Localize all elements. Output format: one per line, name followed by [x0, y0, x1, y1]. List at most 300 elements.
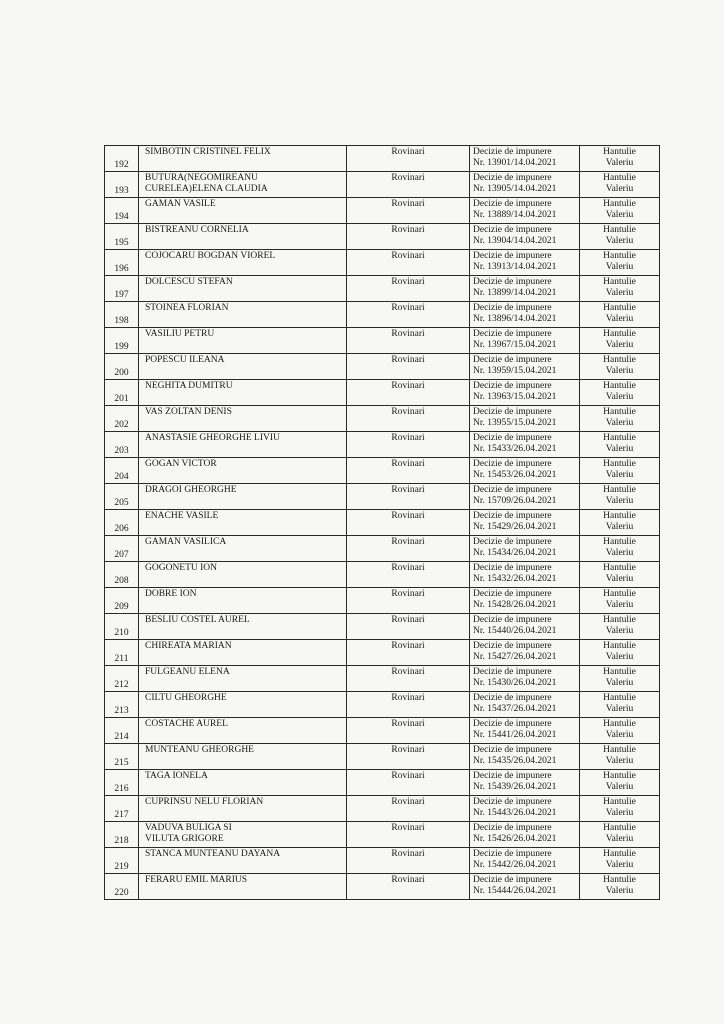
decision-cell — [470, 406, 580, 432]
responsible-name-line: Valeriu — [605, 729, 634, 740]
decision-number: Nr. 15453/26.04.2021 — [473, 469, 557, 480]
location-cell — [347, 692, 470, 718]
location-text: Rovinari — [391, 511, 425, 521]
responsible-name-line: Hantulie — [603, 693, 636, 703]
decision-number: Nr. 13901/14.04.2021 — [473, 157, 557, 168]
decision-title: Decizie de impunere — [473, 433, 552, 443]
table-row — [105, 874, 660, 900]
responsible-cell — [580, 536, 660, 562]
responsible-name-line: Hantulie — [603, 615, 636, 625]
responsible-name-line: Hantulie — [603, 823, 636, 833]
table-row — [105, 484, 660, 510]
table-row — [105, 718, 660, 744]
name-cell — [139, 770, 347, 796]
name-cell — [139, 692, 347, 718]
decision-title: Decizie de impunere — [473, 199, 552, 209]
name-cell — [139, 614, 347, 640]
decision-title: Decizie de impunere — [473, 381, 552, 391]
table-row — [105, 302, 660, 328]
decision-cell — [470, 198, 580, 224]
location-text: Rovinari — [391, 563, 425, 573]
decision-cell — [470, 276, 580, 302]
decision-cell — [470, 718, 580, 744]
table-row — [105, 770, 660, 796]
person-name-line: STANCA MUNTEANU DAYANA — [145, 849, 281, 859]
table-row — [105, 328, 660, 354]
responsible-name-line: Hantulie — [603, 173, 636, 183]
name-cell — [139, 822, 347, 848]
decision-number: Nr. 13896/14.04.2021 — [473, 313, 557, 324]
row-number-cell — [105, 406, 139, 432]
row-number: 210 — [114, 627, 129, 638]
name-cell — [139, 640, 347, 666]
responsible-cell — [580, 874, 660, 900]
table-row — [105, 432, 660, 458]
row-number-cell — [105, 666, 139, 692]
responsible-name-line: Valeriu — [605, 157, 634, 168]
decision-number: Nr. 15439/26.04.2021 — [473, 781, 557, 792]
responsible-name-line: Hantulie — [603, 433, 636, 443]
row-number: 202 — [114, 419, 129, 430]
row-number: 200 — [114, 367, 129, 378]
responsible-name-line: Hantulie — [603, 589, 636, 599]
responsible-name-line: Valeriu — [605, 625, 634, 636]
responsible-name-line: Valeriu — [605, 599, 634, 610]
decision-number: Nr. 15433/26.04.2021 — [473, 443, 557, 454]
location-text: Rovinari — [391, 693, 425, 703]
person-name-line: ENACHE VASILE — [145, 511, 219, 521]
row-number-cell — [105, 692, 139, 718]
name-cell — [139, 588, 347, 614]
location-text: Rovinari — [391, 173, 425, 183]
responsible-name-line: Hantulie — [603, 849, 636, 859]
row-number-cell — [105, 562, 139, 588]
location-text: Rovinari — [391, 849, 425, 859]
decision-number: Nr. 15428/26.04.2021 — [473, 599, 557, 610]
responsible-cell — [580, 614, 660, 640]
location-cell — [347, 796, 470, 822]
row-number: 211 — [114, 653, 129, 664]
decision-number: Nr. 15435/26.04.2021 — [473, 755, 557, 766]
person-name-line: VAS ZOLTAN DENIS — [145, 407, 232, 417]
location-cell — [347, 380, 470, 406]
row-number-cell — [105, 172, 139, 198]
name-cell — [139, 250, 347, 276]
location-text: Rovinari — [391, 355, 425, 365]
responsible-name-line: Valeriu — [605, 703, 634, 714]
responsible-cell — [580, 666, 660, 692]
row-number: 217 — [114, 809, 129, 820]
person-name-line: VADUVA BULIGA SI — [145, 823, 232, 833]
name-cell — [139, 276, 347, 302]
responsible-name-line: Valeriu — [605, 781, 634, 792]
location-text: Rovinari — [391, 719, 425, 729]
decision-cell — [470, 328, 580, 354]
person-name-line: GOGONETU ION — [145, 563, 218, 573]
row-number: 196 — [114, 263, 129, 274]
decision-title: Decizie de impunere — [473, 589, 552, 599]
location-text: Rovinari — [391, 615, 425, 625]
person-name-line: BUTURA(NEGOMIREANU — [145, 173, 258, 183]
person-name-line: GOGAN VICTOR — [145, 459, 217, 469]
person-name-line: DOLCESCU STEFAN — [145, 277, 233, 287]
name-cell — [139, 536, 347, 562]
row-number: 195 — [114, 237, 129, 248]
decision-number: Nr. 15444/26.04.2021 — [473, 885, 557, 896]
person-name-line: VILUTA GRIGORE — [145, 833, 224, 844]
responsible-cell — [580, 380, 660, 406]
row-number-cell — [105, 302, 139, 328]
row-number-cell — [105, 640, 139, 666]
location-cell — [347, 588, 470, 614]
table-row — [105, 588, 660, 614]
row-number-cell — [105, 458, 139, 484]
name-cell — [139, 874, 347, 900]
responsible-cell — [580, 484, 660, 510]
name-cell — [139, 666, 347, 692]
decision-number: Nr. 15432/26.04.2021 — [473, 573, 557, 584]
row-number-cell — [105, 770, 139, 796]
location-cell — [347, 172, 470, 198]
decision-number: Nr. 13967/15.04.2021 — [473, 339, 557, 350]
table-row — [105, 380, 660, 406]
responsible-name-line: Hantulie — [603, 277, 636, 287]
responsible-name-line: Valeriu — [605, 469, 634, 480]
row-number-cell — [105, 536, 139, 562]
row-number-cell — [105, 224, 139, 250]
responsible-name-line: Valeriu — [605, 885, 634, 896]
row-number: 209 — [114, 601, 129, 612]
responsible-cell — [580, 640, 660, 666]
responsible-name-line: Hantulie — [603, 875, 636, 885]
row-number: 198 — [114, 315, 129, 326]
responsible-name-line: Valeriu — [605, 833, 634, 844]
decision-title: Decizie de impunere — [473, 693, 552, 703]
row-number-cell — [105, 380, 139, 406]
location-text: Rovinari — [391, 875, 425, 885]
responsible-cell — [580, 588, 660, 614]
decision-title: Decizie de impunere — [473, 485, 552, 495]
responsible-name-line: Hantulie — [603, 329, 636, 339]
decision-title: Decizie de impunere — [473, 563, 552, 573]
responsible-cell — [580, 172, 660, 198]
location-cell — [347, 536, 470, 562]
table-row — [105, 172, 660, 198]
decision-cell — [470, 614, 580, 640]
row-number: 205 — [114, 497, 129, 508]
location-text: Rovinari — [391, 433, 425, 443]
decision-cell — [470, 562, 580, 588]
row-number-cell — [105, 328, 139, 354]
decision-title: Decizie de impunere — [473, 147, 552, 157]
responsible-name-line: Hantulie — [603, 381, 636, 391]
name-cell — [139, 744, 347, 770]
name-cell — [139, 510, 347, 536]
location-cell — [347, 146, 470, 172]
decision-number: Nr. 15709/26.04.2021 — [473, 495, 557, 506]
decision-cell — [470, 692, 580, 718]
responsible-name-line: Valeriu — [605, 859, 634, 870]
decision-number: Nr. 15434/26.04.2021 — [473, 547, 557, 558]
responsible-cell — [580, 822, 660, 848]
responsible-name-line: Hantulie — [603, 797, 636, 807]
row-number-cell — [105, 198, 139, 224]
responsible-name-line: Hantulie — [603, 719, 636, 729]
row-number: 193 — [114, 185, 129, 196]
row-number-cell — [105, 146, 139, 172]
name-cell — [139, 562, 347, 588]
table-row — [105, 562, 660, 588]
table-row — [105, 848, 660, 874]
location-text: Rovinari — [391, 589, 425, 599]
responsible-name-line: Hantulie — [603, 407, 636, 417]
decision-title: Decizie de impunere — [473, 277, 552, 287]
location-text: Rovinari — [391, 823, 425, 833]
person-name-line: GAMAN VASILE — [145, 199, 216, 209]
name-cell — [139, 380, 347, 406]
responsible-name-line: Valeriu — [605, 339, 634, 350]
name-cell — [139, 458, 347, 484]
decision-cell — [470, 536, 580, 562]
name-cell — [139, 432, 347, 458]
row-number: 207 — [114, 549, 129, 560]
location-cell — [347, 562, 470, 588]
location-text: Rovinari — [391, 329, 425, 339]
decision-cell — [470, 666, 580, 692]
table-body — [105, 146, 660, 900]
responsible-name-line: Hantulie — [603, 485, 636, 495]
table-row — [105, 796, 660, 822]
row-number-cell — [105, 510, 139, 536]
person-name-line: VASILIU PETRU — [145, 329, 215, 339]
location-cell — [347, 640, 470, 666]
name-cell — [139, 354, 347, 380]
location-text: Rovinari — [391, 303, 425, 313]
decision-title: Decizie de impunere — [473, 407, 552, 417]
responsible-cell — [580, 198, 660, 224]
decision-number: Nr. 13889/14.04.2021 — [473, 209, 557, 220]
name-cell — [139, 718, 347, 744]
person-name-line: ANASTASIE GHEORGHE LIVIU — [145, 433, 280, 443]
responsible-name-line: Hantulie — [603, 355, 636, 365]
decision-title: Decizie de impunere — [473, 537, 552, 547]
location-cell — [347, 224, 470, 250]
decision-cell — [470, 640, 580, 666]
location-text: Rovinari — [391, 251, 425, 261]
responsible-name-line: Hantulie — [603, 225, 636, 235]
row-number-cell — [105, 354, 139, 380]
responsible-name-line: Hantulie — [603, 537, 636, 547]
decision-number: Nr. 15441/26.04.2021 — [473, 729, 557, 740]
decision-cell — [470, 510, 580, 536]
responsible-cell — [580, 796, 660, 822]
decisions-table — [104, 145, 660, 900]
decision-number: Nr. 15443/26.04.2021 — [473, 807, 557, 818]
table-row — [105, 692, 660, 718]
location-cell — [347, 198, 470, 224]
name-cell — [139, 406, 347, 432]
responsible-name-line: Hantulie — [603, 147, 636, 157]
person-name-line: COJOCARU BOGDAN VIOREL — [145, 251, 276, 261]
row-number-cell — [105, 614, 139, 640]
table-row — [105, 744, 660, 770]
responsible-cell — [580, 744, 660, 770]
row-number-cell — [105, 588, 139, 614]
responsible-cell — [580, 562, 660, 588]
location-text: Rovinari — [391, 641, 425, 651]
decision-number: Nr. 13905/14.04.2021 — [473, 183, 557, 194]
person-name-line: POPESCU ILEANA — [145, 355, 225, 365]
location-cell — [347, 874, 470, 900]
responsible-name-line: Hantulie — [603, 771, 636, 781]
decision-number: Nr. 15440/26.04.2021 — [473, 625, 557, 636]
responsible-name-line: Hantulie — [603, 303, 636, 313]
decision-cell — [470, 588, 580, 614]
responsible-name-line: Hantulie — [603, 641, 636, 651]
location-text: Rovinari — [391, 745, 425, 755]
decision-title: Decizie de impunere — [473, 615, 552, 625]
responsible-name-line: Valeriu — [605, 391, 634, 402]
responsible-name-line: Hantulie — [603, 251, 636, 261]
row-number-cell — [105, 848, 139, 874]
decision-cell — [470, 874, 580, 900]
responsible-name-line: Valeriu — [605, 443, 634, 454]
decision-cell — [470, 250, 580, 276]
row-number: 204 — [114, 471, 129, 482]
decision-number: Nr. 13963/15.04.2021 — [473, 391, 557, 402]
responsible-cell — [580, 770, 660, 796]
row-number: 199 — [114, 341, 129, 352]
responsible-name-line: Valeriu — [605, 755, 634, 766]
person-name-line: COSTACHE AUREL — [145, 719, 228, 729]
decision-cell — [470, 354, 580, 380]
location-text: Rovinari — [391, 771, 425, 781]
decision-title: Decizie de impunere — [473, 303, 552, 313]
name-cell — [139, 302, 347, 328]
row-number-cell — [105, 250, 139, 276]
table-row — [105, 614, 660, 640]
person-name-line: SIMBOTIN CRISTINEL FELIX — [145, 147, 271, 157]
responsible-name-line: Hantulie — [603, 459, 636, 469]
responsible-name-line: Valeriu — [605, 183, 634, 194]
person-name-line: DRAGOI GHEORGHE — [145, 485, 237, 495]
person-name-line: CURELEA)ELENA CLAUDIA — [145, 183, 268, 194]
responsible-name-line: Valeriu — [605, 209, 634, 220]
responsible-cell — [580, 848, 660, 874]
location-cell — [347, 666, 470, 692]
responsible-name-line: Valeriu — [605, 807, 634, 818]
location-cell — [347, 718, 470, 744]
location-text: Rovinari — [391, 407, 425, 417]
decision-title: Decizie de impunere — [473, 719, 552, 729]
decision-title: Decizie de impunere — [473, 797, 552, 807]
name-cell — [139, 172, 347, 198]
table-row — [105, 822, 660, 848]
responsible-name-line: Hantulie — [603, 199, 636, 209]
location-cell — [347, 276, 470, 302]
decision-number: Nr. 15430/26.04.2021 — [473, 677, 557, 688]
decision-title: Decizie de impunere — [473, 355, 552, 365]
responsible-cell — [580, 328, 660, 354]
responsible-cell — [580, 692, 660, 718]
decision-cell — [470, 770, 580, 796]
table-row — [105, 510, 660, 536]
responsible-cell — [580, 406, 660, 432]
responsible-cell — [580, 302, 660, 328]
responsible-name-line: Valeriu — [605, 417, 634, 428]
decision-title: Decizie de impunere — [473, 459, 552, 469]
location-text: Rovinari — [391, 277, 425, 287]
row-number: 218 — [114, 835, 129, 846]
person-name-line: CILTU GHEORGHE — [145, 693, 227, 703]
table-row — [105, 224, 660, 250]
decision-title: Decizie de impunere — [473, 641, 552, 651]
row-number: 194 — [114, 211, 129, 222]
responsible-name-line: Valeriu — [605, 495, 634, 506]
person-name-line: CHIREATA MARIAN — [145, 641, 232, 651]
location-cell — [347, 848, 470, 874]
person-name-line: FERARU EMIL MARIUS — [145, 875, 248, 885]
row-number: 212 — [114, 679, 129, 690]
responsible-name-line: Valeriu — [605, 677, 634, 688]
name-cell — [139, 796, 347, 822]
responsible-name-line: Hantulie — [603, 511, 636, 521]
decision-title: Decizie de impunere — [473, 329, 552, 339]
row-number-cell — [105, 432, 139, 458]
table-row — [105, 146, 660, 172]
person-name-line: GAMAN VASILICA — [145, 537, 227, 547]
location-text: Rovinari — [391, 147, 425, 157]
name-cell — [139, 848, 347, 874]
decision-title: Decizie de impunere — [473, 849, 552, 859]
person-name-line: DOBRE ION — [145, 589, 197, 599]
responsible-name-line: Valeriu — [605, 521, 634, 532]
location-text: Rovinari — [391, 225, 425, 235]
decision-title: Decizie de impunere — [473, 173, 552, 183]
table-row — [105, 276, 660, 302]
person-name-line: CUPRINSU NELU FLORIAN — [145, 797, 264, 807]
decision-title: Decizie de impunere — [473, 667, 552, 677]
responsible-cell — [580, 458, 660, 484]
location-cell — [347, 354, 470, 380]
responsible-name-line: Valeriu — [605, 573, 634, 584]
responsible-name-line: Hantulie — [603, 667, 636, 677]
decision-cell — [470, 432, 580, 458]
row-number: 197 — [114, 289, 129, 300]
responsible-cell — [580, 432, 660, 458]
table-row — [105, 250, 660, 276]
table-row — [105, 198, 660, 224]
decision-cell — [470, 172, 580, 198]
location-text: Rovinari — [391, 667, 425, 677]
name-cell — [139, 224, 347, 250]
row-number: 215 — [114, 757, 129, 768]
table-row — [105, 666, 660, 692]
table-row — [105, 406, 660, 432]
row-number-cell — [105, 276, 139, 302]
row-number: 192 — [114, 159, 129, 170]
decision-cell — [470, 484, 580, 510]
row-number-cell — [105, 484, 139, 510]
decision-number: Nr. 15442/26.04.2021 — [473, 859, 557, 870]
location-cell — [347, 458, 470, 484]
decision-title: Decizie de impunere — [473, 251, 552, 261]
person-name-line: MUNTEANU GHEORGHE — [145, 745, 254, 755]
name-cell — [139, 146, 347, 172]
decision-number: Nr. 13913/14.04.2021 — [473, 261, 557, 272]
decision-number: Nr. 15427/26.04.2021 — [473, 651, 557, 662]
decision-number: Nr. 13899/14.04.2021 — [473, 287, 557, 298]
